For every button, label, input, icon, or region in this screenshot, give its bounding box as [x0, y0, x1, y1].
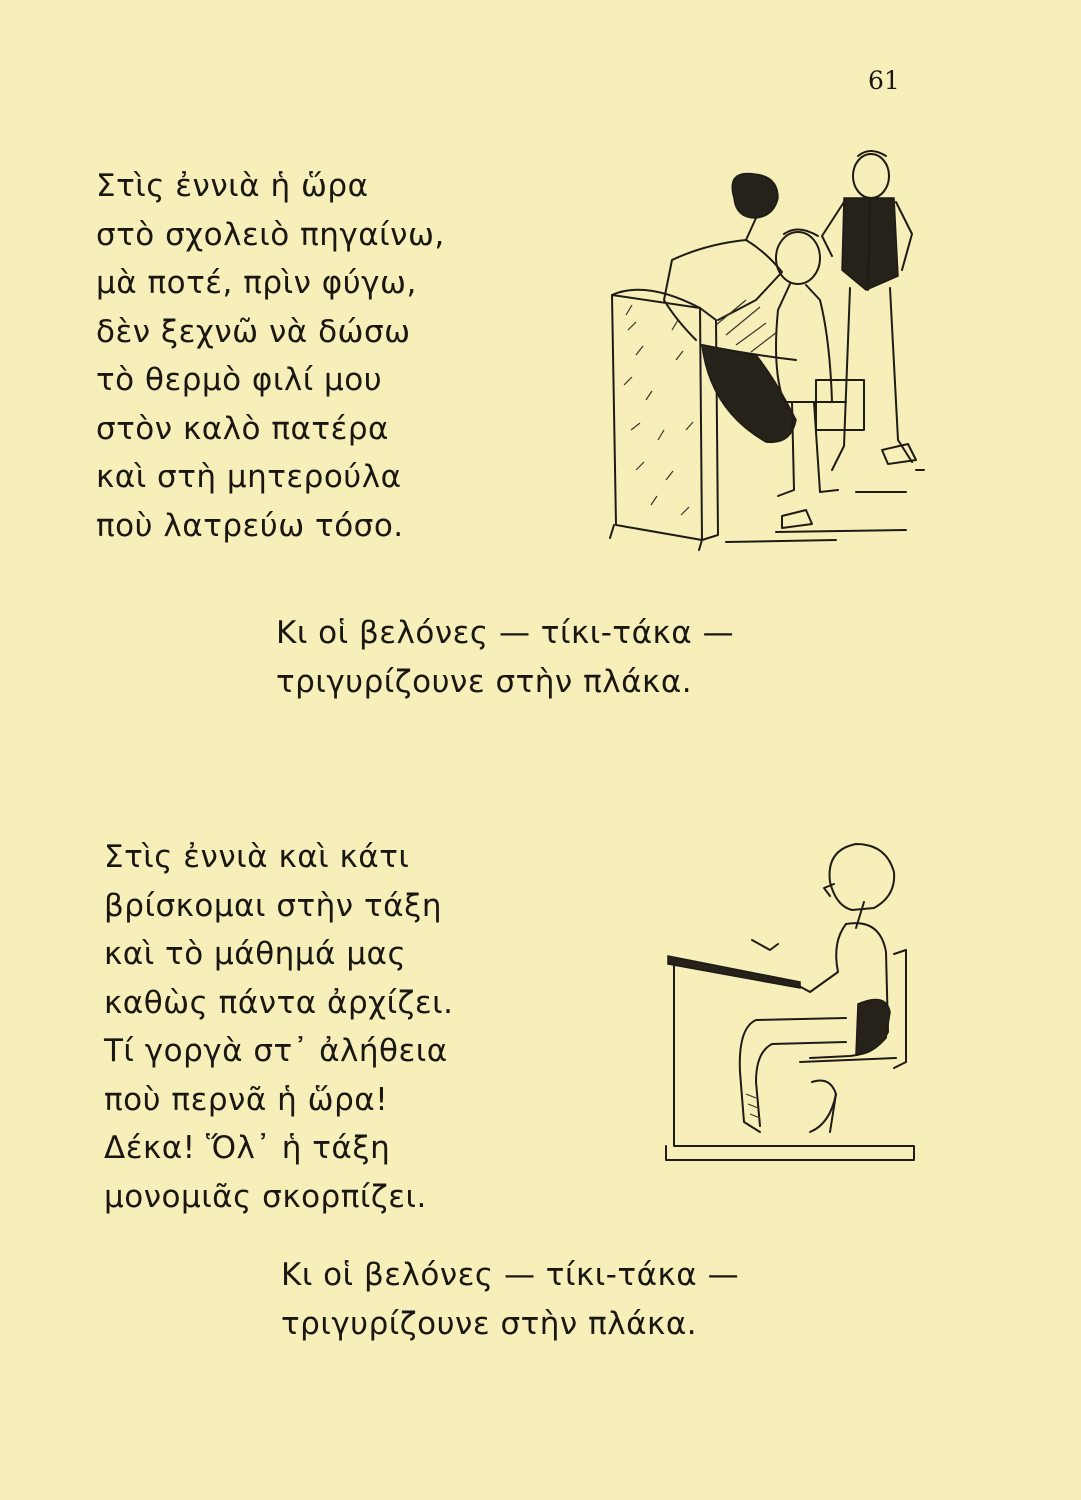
- stanza-2: [104, 833, 454, 1221]
- verse-line: Τί γοργὰ στ᾽ ἀλήθεια: [104, 1033, 448, 1069]
- verse-line: ποὺ λατρεύω τόσο.: [96, 507, 404, 544]
- page-number: 61: [868, 66, 900, 95]
- verse-line: μὰ ποτέ, πρὶν φύγω,: [96, 265, 417, 301]
- verse-line: Δέκα! Ὅλ᾽ ἡ τάξη: [104, 1130, 391, 1166]
- verse-line: στὸ σχολειὸ πηγαίνω,: [96, 216, 445, 253]
- stanza-1: [96, 162, 445, 550]
- verse-line: Στὶς ἐννιὰ ἡ ὥρα: [96, 168, 369, 204]
- family-farewell-illustration: [606, 140, 926, 560]
- refrain-2: [281, 1251, 739, 1348]
- verse-line: βρίσκομαι στὴν τάξη: [104, 887, 442, 924]
- boy-at-desk-illustration: [660, 832, 922, 1172]
- verse-line: τὸ θερμὸ φιλί μου: [96, 362, 383, 398]
- refrain-line: τριγυρίζουνε στὴν πλάκα.: [276, 663, 693, 700]
- verse-line: δὲν ξεχνῶ νὰ δώσω: [96, 313, 411, 350]
- refrain-line: Κι οἱ βελόνες — τίκι-τάκα —: [276, 615, 735, 651]
- verse-line: καὶ τὸ μάθημά μας: [104, 936, 407, 972]
- refrain-line: Κι οἱ βελόνες — τίκι-τάκα —: [281, 1257, 740, 1293]
- verse-line: Στὶς ἐννιὰ καὶ κάτι: [104, 839, 410, 875]
- verse-line: ποὺ περνᾶ ἡ ὥρα!: [104, 1081, 389, 1118]
- refrain-line: τριγυρίζουνε στὴν πλάκα.: [281, 1305, 698, 1342]
- verse-line: μονομιᾶς σκορπίζει.: [104, 1178, 427, 1215]
- verse-line: στὸν καλὸ πατέρα: [96, 410, 389, 447]
- verse-line: καθὼς πάντα ἀρχίζει.: [104, 984, 454, 1021]
- verse-line: καὶ στὴ μητερούλα: [96, 459, 402, 495]
- refrain-1: [276, 609, 734, 706]
